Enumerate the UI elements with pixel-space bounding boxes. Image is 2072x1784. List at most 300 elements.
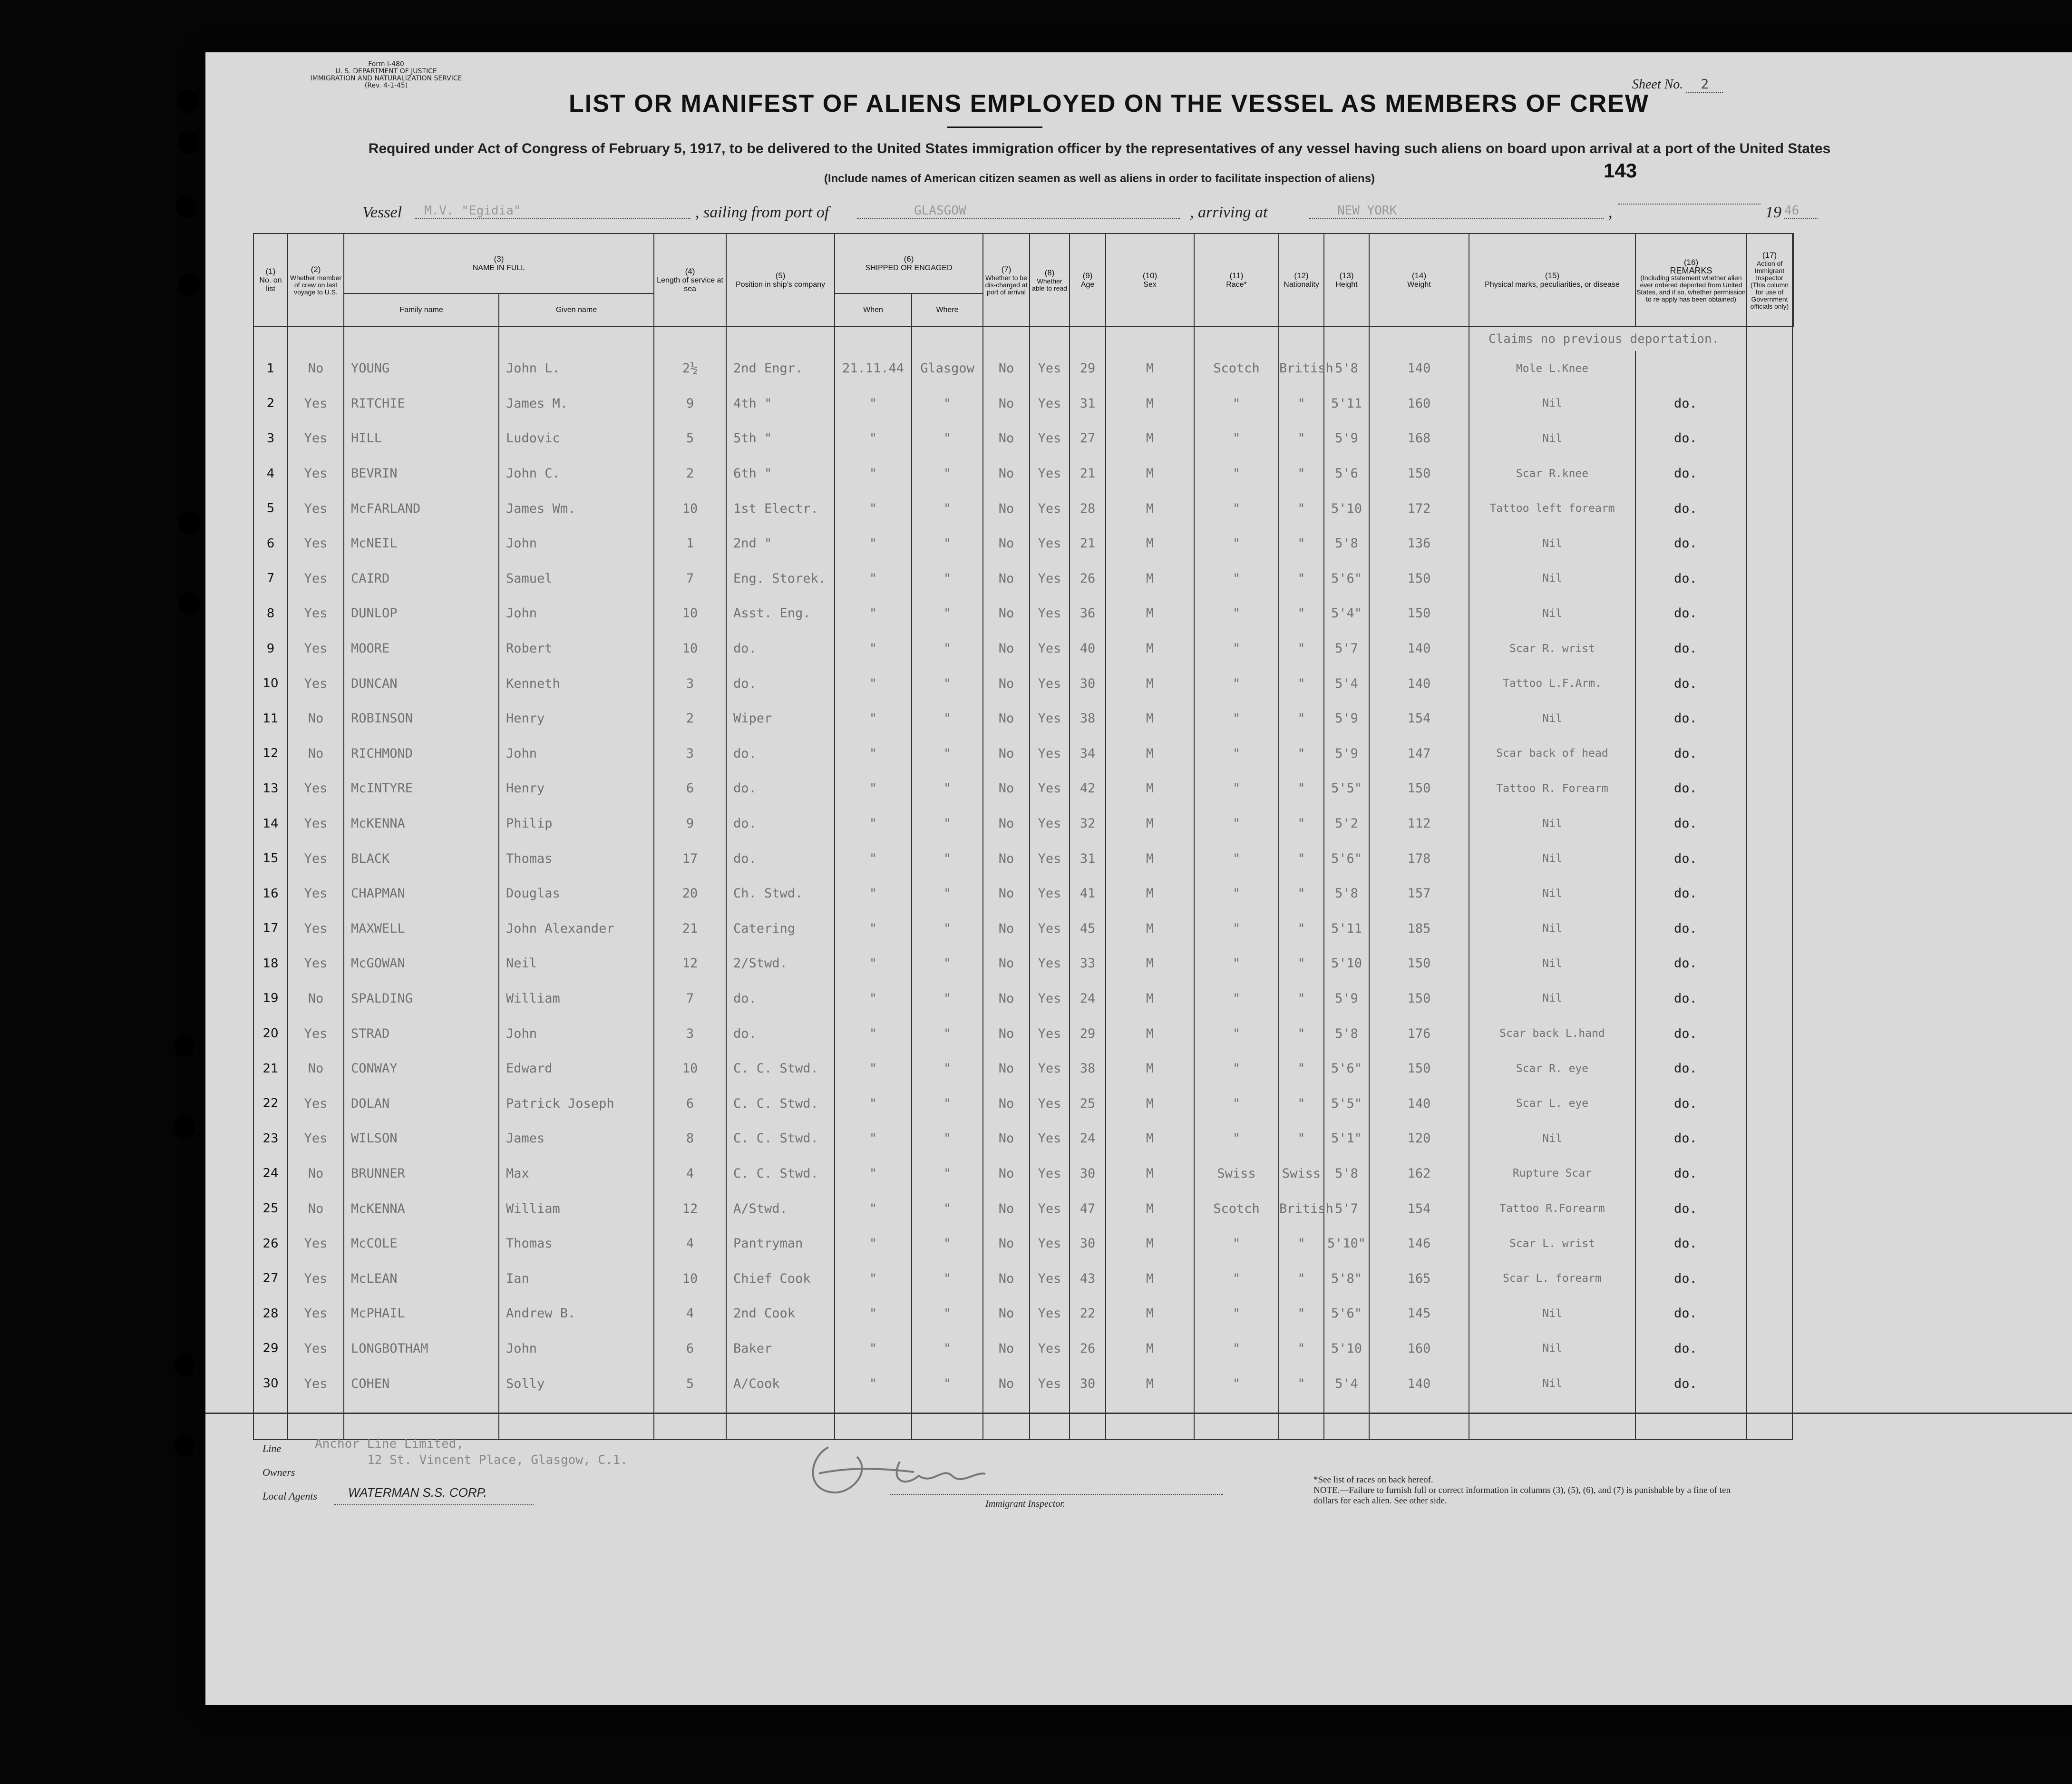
col-physical-marks: Physical marks, peculiarities, or disease (1485, 281, 1620, 289)
shipped-where: " (912, 1191, 983, 1226)
inspector-action (1747, 736, 1792, 771)
col-action-note: (This column for use of Government officials only) (1750, 281, 1789, 310)
shipped-when: " (835, 386, 912, 421)
physical-marks: Rupture Scar (1469, 1156, 1635, 1191)
physical-marks: Nil (1469, 1331, 1635, 1366)
physical-marks: Scar L. eye (1469, 1086, 1635, 1121)
col-length-service: Length of service at sea (657, 276, 723, 293)
inspector-action (1747, 386, 1792, 421)
weight: 150 (1369, 946, 1469, 981)
height: 5'8 (1324, 1016, 1369, 1051)
family-name: CAIRD (344, 561, 499, 596)
col-height: Height (1335, 281, 1358, 289)
able-to-read: Yes (1030, 351, 1070, 386)
shipped-where: " (912, 1156, 983, 1191)
previous-deportation-remark: Claims no previous deportation. (1469, 327, 1747, 351)
race: Scotch (1194, 351, 1279, 386)
row-number: 7 (253, 561, 288, 596)
shipped-when: " (835, 1051, 912, 1086)
height: 5'2 (1324, 806, 1369, 841)
able-to-read: Yes (1030, 701, 1070, 736)
position: do. (726, 1016, 835, 1051)
member-last-voyage: Yes (288, 946, 344, 981)
shipped-where: " (912, 561, 983, 596)
age: 30 (1070, 1156, 1106, 1191)
able-to-read: Yes (1030, 946, 1070, 981)
member-last-voyage: Yes (288, 456, 344, 491)
sex: M (1106, 1121, 1194, 1156)
shipped-when: " (835, 456, 912, 491)
physical-marks: Nil (1469, 911, 1635, 946)
col-remarks: REMARKS (1670, 265, 1712, 275)
sex: M (1106, 666, 1194, 701)
member-last-voyage: Yes (288, 631, 344, 666)
race: " (1194, 981, 1279, 1016)
nationality: " (1279, 631, 1324, 666)
race: " (1194, 386, 1279, 421)
table-row (253, 596, 1793, 631)
weight: 150 (1369, 771, 1469, 806)
race: " (1194, 911, 1279, 946)
shipped-where: " (912, 526, 983, 561)
remarks: do. (1635, 771, 1747, 806)
length-of-service: 10 (654, 1261, 726, 1296)
given-name: John L. (499, 351, 654, 386)
length-of-service: 6 (654, 1331, 726, 1366)
position: C. C. Stwd. (726, 1156, 835, 1191)
position: A/Stwd. (726, 1191, 835, 1226)
height: 5'9 (1324, 421, 1369, 456)
nationality: " (1279, 1331, 1324, 1366)
revision: (Rev. 4-1-45) (364, 82, 408, 89)
shipped-where: " (912, 666, 983, 701)
table-row (253, 981, 1793, 1016)
shipped-where: " (912, 771, 983, 806)
race: " (1194, 1296, 1279, 1331)
age: 47 (1070, 1191, 1106, 1226)
inspector-label: Immigrant Inspector. (985, 1499, 1065, 1509)
table-row (253, 351, 1793, 386)
line-value: Anchor Line Limited, (315, 1437, 464, 1451)
sex: M (1106, 806, 1194, 841)
inspector-action (1747, 1086, 1792, 1121)
nationality: " (1279, 1261, 1324, 1296)
row-number: 11 (253, 701, 288, 736)
able-to-read: Yes (1030, 806, 1070, 841)
member-last-voyage: Yes (288, 806, 344, 841)
shipped-where: " (912, 596, 983, 631)
height: 5'5" (1324, 1086, 1369, 1121)
shipped-where: " (912, 1226, 983, 1261)
nationality: " (1279, 981, 1324, 1016)
age: 30 (1070, 666, 1106, 701)
shipped-when: " (835, 876, 912, 911)
service: IMMIGRATION AND NATURALIZATION SERVICE (310, 75, 462, 82)
row-number: 27 (253, 1261, 288, 1296)
family-name: McKENNA (344, 1191, 499, 1226)
height: 5'10 (1324, 946, 1369, 981)
given-name: Kenneth (499, 666, 654, 701)
able-to-read: Yes (1030, 1016, 1070, 1051)
remarks: do. (1635, 1051, 1747, 1086)
given-name: John (499, 526, 654, 561)
given-name: John (499, 1016, 654, 1051)
family-name: SPALDING (344, 981, 499, 1016)
year: 46 (1784, 204, 1818, 219)
age: 28 (1070, 491, 1106, 526)
row-number: 10 (253, 666, 288, 701)
inspector-action (1747, 946, 1792, 981)
inspector-action (1747, 666, 1792, 701)
col-where: Where (936, 306, 959, 314)
given-name: John C. (499, 456, 654, 491)
given-name: William (499, 981, 654, 1016)
row-number: 26 (253, 1226, 288, 1261)
to-be-discharged: No (983, 841, 1030, 876)
col-name-in-full: NAME IN FULL (472, 264, 525, 272)
height: 5'11 (1324, 911, 1369, 946)
member-last-voyage: Yes (288, 421, 344, 456)
height: 5'6" (1324, 1296, 1369, 1331)
table-row (253, 1331, 1793, 1366)
physical-marks: Scar R. eye (1469, 1051, 1635, 1086)
family-name: McPHAIL (344, 1296, 499, 1331)
height: 5'8 (1324, 526, 1369, 561)
length-of-service: 10 (654, 631, 726, 666)
length-of-service: 10 (654, 596, 726, 631)
col-race: Race* (1226, 281, 1247, 289)
height: 5'8" (1324, 1261, 1369, 1296)
nationality: " (1279, 386, 1324, 421)
able-to-read: Yes (1030, 1331, 1070, 1366)
length-of-service: 10 (654, 1051, 726, 1086)
able-to-read: Yes (1030, 1191, 1070, 1226)
family-name: McFARLAND (344, 491, 499, 526)
age: 38 (1070, 1051, 1106, 1086)
height: 5'4 (1324, 666, 1369, 701)
shipped-when: " (835, 491, 912, 526)
to-be-discharged: No (983, 701, 1030, 736)
family-name: McKENNA (344, 806, 499, 841)
nationality: " (1279, 526, 1324, 561)
shipped-when: " (835, 946, 912, 981)
length-of-service: 9 (654, 386, 726, 421)
form-identifier (291, 61, 481, 89)
position: Pantryman (726, 1226, 835, 1261)
member-last-voyage: Yes (288, 911, 344, 946)
weight: 140 (1369, 351, 1469, 386)
position: C. C. Stwd. (726, 1086, 835, 1121)
member-last-voyage: No (288, 1156, 344, 1191)
shipped-where: " (912, 1086, 983, 1121)
remarks: do. (1635, 596, 1747, 631)
to-be-discharged: No (983, 1191, 1030, 1226)
remarks: do. (1635, 1016, 1747, 1051)
to-be-discharged: No (983, 771, 1030, 806)
length-of-service: 3 (654, 736, 726, 771)
col-age: Age (1080, 281, 1095, 289)
shipped-when: " (835, 596, 912, 631)
length-of-service: 12 (654, 946, 726, 981)
table-row (253, 1086, 1793, 1121)
remarks: do. (1635, 911, 1747, 946)
physical-marks: Tattoo left forearm (1469, 491, 1635, 526)
height: 5'9 (1324, 736, 1369, 771)
nationality: British (1279, 351, 1324, 386)
nationality: " (1279, 841, 1324, 876)
position: 2nd Engr. (726, 351, 835, 386)
age: 42 (1070, 771, 1106, 806)
weight: 168 (1369, 421, 1469, 456)
shipped-when: " (835, 771, 912, 806)
age: 26 (1070, 1331, 1106, 1366)
shipped-when: " (835, 1366, 912, 1401)
member-last-voyage: No (288, 1051, 344, 1086)
member-last-voyage: Yes (288, 876, 344, 911)
able-to-read: Yes (1030, 911, 1070, 946)
position: do. (726, 841, 835, 876)
remarks: do. (1635, 1331, 1747, 1366)
weight: 150 (1369, 596, 1469, 631)
nationality: " (1279, 876, 1324, 911)
remarks: do. (1635, 631, 1747, 666)
binding-hole (177, 90, 198, 113)
family-name: CHAPMAN (344, 876, 499, 911)
position: A/Cook (726, 1366, 835, 1401)
age: 41 (1070, 876, 1106, 911)
family-name: RITCHIE (344, 386, 499, 421)
able-to-read: Yes (1030, 386, 1070, 421)
given-name: James Wm. (499, 491, 654, 526)
given-name: James M. (499, 386, 654, 421)
inspector-action (1747, 1016, 1792, 1051)
family-name: McCOLE (344, 1226, 499, 1261)
remarks: do. (1635, 1296, 1747, 1331)
race: " (1194, 841, 1279, 876)
family-name: COHEN (344, 1366, 499, 1401)
table-row (253, 386, 1793, 421)
able-to-read: Yes (1030, 456, 1070, 491)
remarks: do. (1635, 1086, 1747, 1121)
given-name: Philip (499, 806, 654, 841)
member-last-voyage: Yes (288, 1366, 344, 1401)
to-be-discharged: No (983, 491, 1030, 526)
shipped-when: " (835, 1121, 912, 1156)
position: 4th " (726, 386, 835, 421)
nationality: Swiss (1279, 1156, 1324, 1191)
race: " (1194, 1051, 1279, 1086)
row-number: 29 (253, 1331, 288, 1366)
race: " (1194, 701, 1279, 736)
nationality: " (1279, 806, 1324, 841)
vessel-name: M.V. "Egidia" (415, 204, 691, 219)
weight: 136 (1369, 526, 1469, 561)
physical-marks: Nil (1469, 806, 1635, 841)
to-be-discharged: No (983, 911, 1030, 946)
shipped-where: " (912, 1366, 983, 1401)
owners-label: Owners (263, 1466, 295, 1478)
length-of-service: 10 (654, 491, 726, 526)
shipped-where: " (912, 911, 983, 946)
binding-hole (179, 592, 200, 615)
remarks: do. (1635, 1156, 1747, 1191)
table-row (253, 561, 1793, 596)
position: do. (726, 631, 835, 666)
to-be-discharged: No (983, 1226, 1030, 1261)
to-be-discharged: No (983, 736, 1030, 771)
height: 5'9 (1324, 981, 1369, 1016)
family-name: BRUNNER (344, 1156, 499, 1191)
shipped-when: " (835, 1016, 912, 1051)
age: 36 (1070, 596, 1106, 631)
binding-hole (174, 1034, 195, 1057)
shipped-where: " (912, 386, 983, 421)
inspector-action (1747, 1051, 1792, 1086)
penalty-footnote: NOTE.—Failure to furnish full or correct information in columns (3), (5), (6), and (7) is punishable by a fine of ten dollars for each alien. See other side. (1313, 1485, 1731, 1506)
race: " (1194, 666, 1279, 701)
age: 29 (1070, 1016, 1106, 1051)
nationality: " (1279, 771, 1324, 806)
race: " (1194, 491, 1279, 526)
height: 5'10 (1324, 1331, 1369, 1366)
race-footnote: *See list of races on back hereof. (1313, 1475, 1433, 1485)
physical-marks: Nil (1469, 1121, 1635, 1156)
physical-marks: Nil (1469, 701, 1635, 736)
age: 43 (1070, 1261, 1106, 1296)
remarks: do. (1635, 491, 1747, 526)
row-number: 21 (253, 1051, 288, 1086)
table-row (253, 1366, 1793, 1401)
table-row (253, 1016, 1793, 1051)
height: 5'10" (1324, 1226, 1369, 1261)
family-name: ROBINSON (344, 701, 499, 736)
age: 31 (1070, 841, 1106, 876)
table-row (253, 806, 1793, 841)
height: 5'11 (1324, 386, 1369, 421)
shipped-when: " (835, 911, 912, 946)
shipped-where: " (912, 1016, 983, 1051)
weight: 147 (1369, 736, 1469, 771)
shipped-when: " (835, 1156, 912, 1191)
length-of-service: 2 (654, 701, 726, 736)
weight: 120 (1369, 1121, 1469, 1156)
height: 5'6" (1324, 841, 1369, 876)
race: " (1194, 1086, 1279, 1121)
arriving-label: , arriving at (1190, 204, 1268, 221)
binding-hole (178, 131, 199, 154)
family-name: MAXWELL (344, 911, 499, 946)
to-be-discharged: No (983, 526, 1030, 561)
table-row (253, 456, 1793, 491)
line-label: Line (263, 1443, 282, 1454)
shipped-when: " (835, 421, 912, 456)
family-name: BLACK (344, 841, 499, 876)
age: 27 (1070, 421, 1106, 456)
remarks: do. (1635, 876, 1747, 911)
given-name: Max (499, 1156, 654, 1191)
age: 33 (1070, 946, 1106, 981)
shipped-where: " (912, 1121, 983, 1156)
race: " (1194, 771, 1279, 806)
col-sex: Sex (1143, 281, 1157, 289)
shipped-when: " (835, 526, 912, 561)
race: " (1194, 1366, 1279, 1401)
family-name: CONWAY (344, 1051, 499, 1086)
age: 24 (1070, 981, 1106, 1016)
weight: 140 (1369, 666, 1469, 701)
to-be-discharged: No (983, 1366, 1030, 1401)
physical-marks: Mole L.Knee (1469, 351, 1635, 386)
given-name: Robert (499, 631, 654, 666)
length-of-service: 6 (654, 1086, 726, 1121)
age: 21 (1070, 526, 1106, 561)
weight: 150 (1369, 1051, 1469, 1086)
binding-hole (179, 511, 200, 534)
year-prefix: 19 (1765, 204, 1781, 221)
weight: 157 (1369, 876, 1469, 911)
remarks (1635, 351, 1747, 386)
sex: M (1106, 596, 1194, 631)
able-to-read: Yes (1030, 1226, 1070, 1261)
weight: 150 (1369, 456, 1469, 491)
position: C. C. Stwd. (726, 1121, 835, 1156)
sex: M (1106, 1156, 1194, 1191)
table-row (253, 911, 1793, 946)
member-last-voyage: Yes (288, 596, 344, 631)
remarks: do. (1635, 841, 1747, 876)
given-name: Douglas (499, 876, 654, 911)
length-of-service: 12 (654, 1191, 726, 1226)
weight: 176 (1369, 1016, 1469, 1051)
table-row (253, 1121, 1793, 1156)
owners-value: 12 St. Vincent Place, Glasgow, C.1. (367, 1453, 628, 1467)
sheet-label: Sheet No. (1632, 77, 1683, 92)
shipped-when: " (835, 1191, 912, 1226)
shipped-when: " (835, 806, 912, 841)
shipped-when: " (835, 1226, 912, 1261)
table-row (253, 701, 1793, 736)
sex: M (1106, 456, 1194, 491)
race: " (1194, 526, 1279, 561)
inspector-action (1747, 1366, 1792, 1401)
length-of-service: 3 (654, 666, 726, 701)
table-row (253, 421, 1793, 456)
position: 1st Electr. (726, 491, 835, 526)
agents-value: WATERMAN S.S. CORP. (348, 1485, 487, 1500)
physical-marks: Scar back of head (1469, 736, 1635, 771)
able-to-read: Yes (1030, 1051, 1070, 1086)
footnotes (1313, 1475, 1741, 1506)
inspector-action (1747, 1296, 1792, 1331)
to-be-discharged: No (983, 876, 1030, 911)
position: Ch. Stwd. (726, 876, 835, 911)
inspector-action (1747, 351, 1792, 386)
shipped-where: " (912, 456, 983, 491)
given-name: Solly (499, 1366, 654, 1401)
to-be-discharged: No (983, 351, 1030, 386)
sex: M (1106, 631, 1194, 666)
race: " (1194, 736, 1279, 771)
able-to-read: Yes (1030, 1121, 1070, 1156)
to-be-discharged: No (983, 1331, 1030, 1366)
sex: M (1106, 736, 1194, 771)
given-name: Ian (499, 1261, 654, 1296)
row-number: 15 (253, 841, 288, 876)
nationality: " (1279, 421, 1324, 456)
shipped-where: " (912, 946, 983, 981)
shipped-when: " (835, 561, 912, 596)
shipped-where: " (912, 841, 983, 876)
